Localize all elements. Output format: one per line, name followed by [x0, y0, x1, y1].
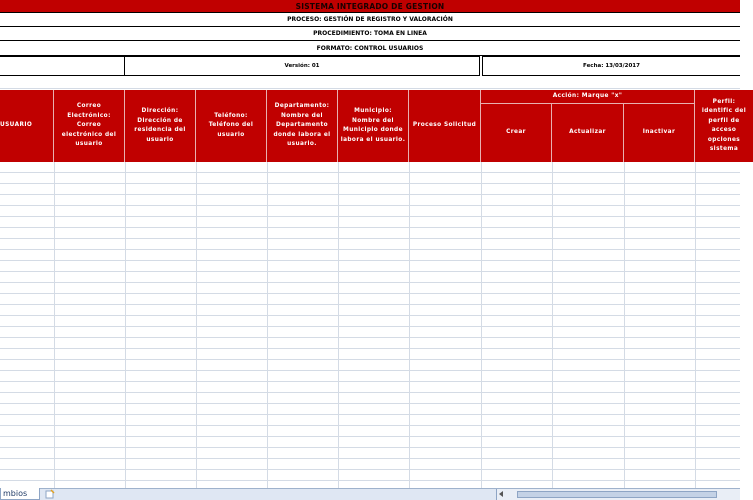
table-row[interactable]: [0, 206, 740, 217]
table-row[interactable]: [0, 415, 740, 426]
sheet-tab-label: mbios: [3, 489, 28, 498]
column-divider: [196, 162, 197, 488]
col-header-usuario[interactable]: USUARIO: [0, 90, 54, 162]
table-row[interactable]: [0, 217, 740, 228]
col-header-municipio[interactable]: Municipio: Nombre del Municipio donde labora el usuario.: [338, 90, 409, 162]
version-label: Versión: 01: [125, 56, 480, 76]
format-label: FORMATO: CONTROL USUARIOS: [0, 41, 740, 56]
column-divider: [624, 162, 625, 488]
table-row[interactable]: [0, 162, 740, 173]
table-row[interactable]: [0, 459, 740, 470]
table-row[interactable]: [0, 283, 740, 294]
col-header-crear[interactable]: Crear: [481, 104, 552, 162]
table-row[interactable]: [0, 448, 740, 459]
column-divider: [54, 162, 55, 488]
table-row[interactable]: [0, 426, 740, 437]
table-row[interactable]: [0, 184, 740, 195]
table-row[interactable]: [0, 316, 740, 327]
scroll-thumb[interactable]: [517, 491, 717, 498]
table-row[interactable]: [0, 327, 740, 338]
scroll-left-icon[interactable]: [499, 491, 503, 497]
table-row[interactable]: [0, 349, 740, 360]
table-row[interactable]: [0, 294, 740, 305]
table-row[interactable]: [0, 228, 740, 239]
col-header-telefono[interactable]: Teléfono: Teléfono del usuario: [196, 90, 267, 162]
table-row[interactable]: [0, 239, 740, 250]
process-label: PROCESO: GESTIÓN DE REGISTRO Y VALORACIÓN: [0, 13, 740, 27]
meta-empty-cell: [0, 56, 125, 76]
col-header-perfil[interactable]: Perfil: identific del perfil de acceso opciones sistema: [695, 90, 753, 162]
table-row[interactable]: [0, 371, 740, 382]
table-row[interactable]: [0, 437, 740, 448]
col-header-correo[interactable]: Correo Electrónico: Correo electrónico del usuario: [54, 90, 125, 162]
table-row[interactable]: [0, 250, 740, 261]
col-header-accion-group[interactable]: Acción: Marque "x": [481, 90, 695, 104]
table-row[interactable]: [0, 393, 740, 404]
table-row[interactable]: [0, 360, 740, 371]
table-row[interactable]: [0, 305, 740, 316]
column-divider: [125, 162, 126, 488]
horizontal-scrollbar[interactable]: [496, 489, 740, 500]
table-row[interactable]: [0, 261, 740, 272]
table-row[interactable]: [0, 382, 740, 393]
column-divider: [409, 162, 410, 488]
table-row[interactable]: [0, 338, 740, 349]
table-row[interactable]: [0, 470, 740, 481]
col-header-direccion[interactable]: Dirección: Dirección de residencia del usuario: [125, 90, 196, 162]
column-divider: [695, 162, 696, 488]
system-title: SISTEMA INTEGRADO DE GESTION: [0, 0, 740, 13]
procedure-label: PROCEDIMIENTO: TOMA EN LINEA: [0, 27, 740, 41]
sheet-tab[interactable]: [0, 488, 40, 500]
col-header-actualizar[interactable]: Actualizar: [552, 104, 624, 162]
col-header-proceso[interactable]: Proceso Solicitud: [409, 90, 481, 162]
table-row[interactable]: [0, 195, 740, 206]
insert-sheet-icon[interactable]: [41, 488, 59, 500]
col-header-departamento[interactable]: Departamento: Nombre del Departamento donde labora el usuario.: [267, 90, 338, 162]
spacer-row: [0, 76, 740, 89]
column-divider: [267, 162, 268, 488]
table-row[interactable]: [0, 404, 740, 415]
table-row[interactable]: [0, 173, 740, 184]
sheet-tab-bar: [0, 488, 740, 500]
column-divider: [481, 162, 482, 488]
column-divider: [338, 162, 339, 488]
col-header-inactivar[interactable]: Inactivar: [624, 104, 695, 162]
date-label: Fecha: 13/03/2017: [482, 56, 740, 76]
column-divider: [552, 162, 553, 488]
table-row[interactable]: [0, 272, 740, 283]
